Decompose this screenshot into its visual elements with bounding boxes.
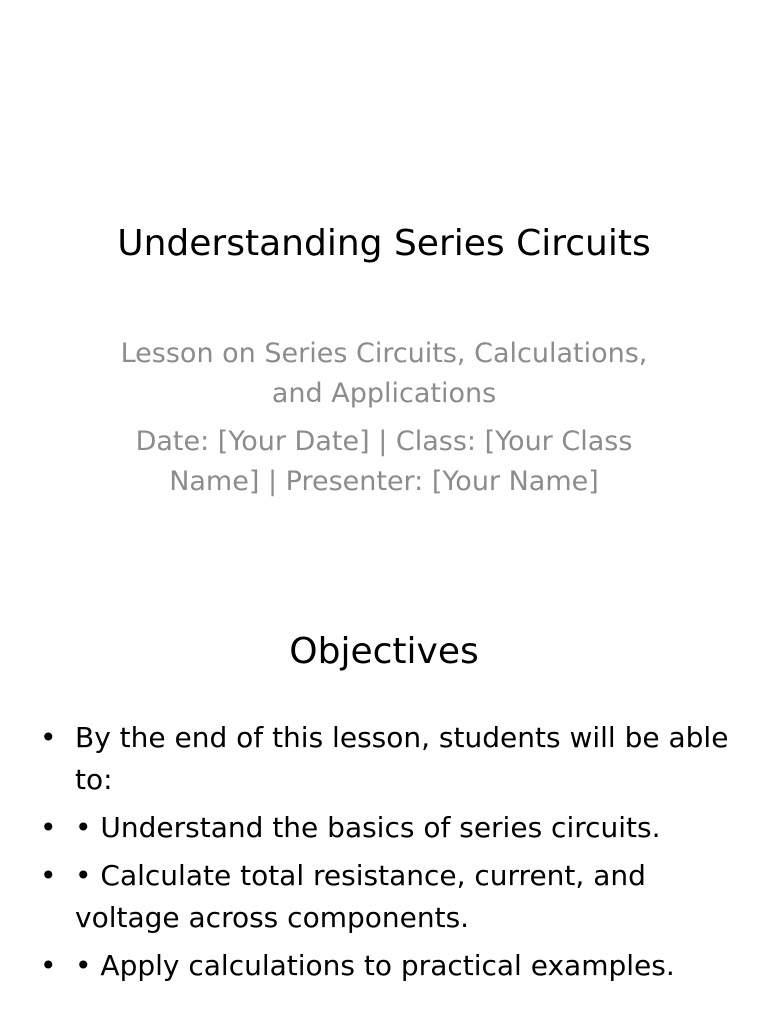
list-item-text: • Understand the basics of series circuits. <box>75 811 661 844</box>
bullet-dot-icon: • <box>40 721 57 754</box>
bullet-dot-icon: • <box>40 859 57 892</box>
list-item <box>40 855 740 939</box>
slide-title-heading: Understanding Series Circuits <box>117 223 651 264</box>
objectives-heading: Objectives <box>289 631 479 672</box>
bullet-dot-icon: • <box>40 949 57 982</box>
list-item <box>40 945 740 987</box>
list-item-text: By the end of this lesson, students will be able to: <box>75 721 729 796</box>
slide-subtitle <box>110 334 658 510</box>
subtitle-line-details: Date: [Your Date] | Class: [Your Class Name] | Presenter: [Your Name] <box>135 426 633 497</box>
list-item-text: • Apply calculations to practical examples. <box>75 949 675 982</box>
slide-objectives <box>0 512 768 1024</box>
list-item <box>40 717 740 801</box>
list-item <box>40 807 740 849</box>
subtitle-line-lesson: Lesson on Series Circuits, Calculations, and Applications <box>120 338 648 409</box>
bullet-dot-icon: • <box>40 811 57 844</box>
list-item-text: • Calculate total resistance, current, and voltage across components. <box>75 859 646 934</box>
objectives-list <box>40 717 740 993</box>
